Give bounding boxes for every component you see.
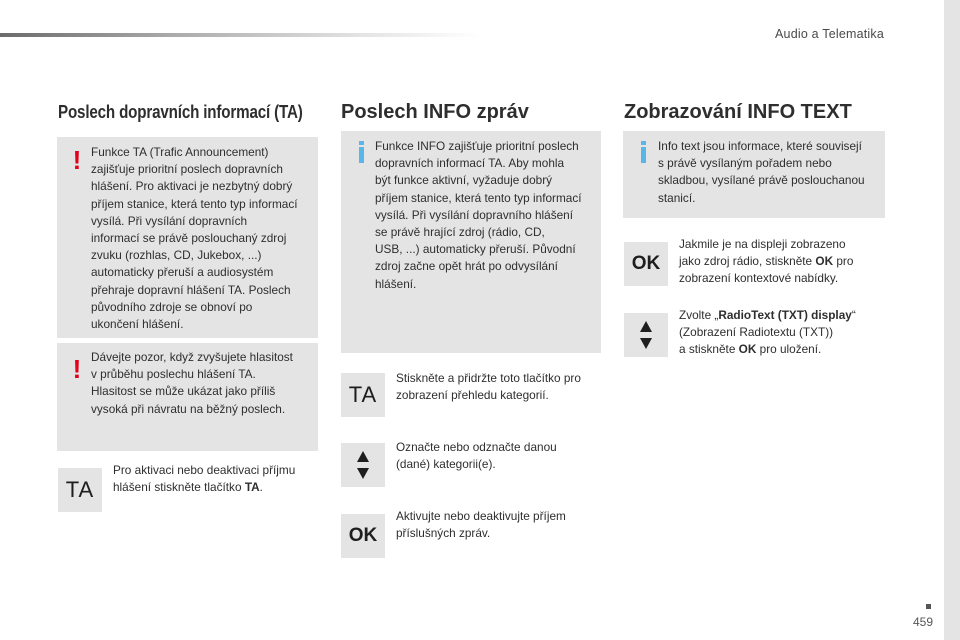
info-step-hold-ta: Stiskněte a přidržte toto tlačítko pro zobrazení přehledu kategorií. <box>396 371 581 402</box>
page-number: 459 <box>913 615 934 629</box>
info-note-text: Funkce INFO zajišťuje prioritní poslech dopravních informací TA. Aby mohla být funkce aktivní, vyžaduje dobrý příjem stanice, která tento typ informací vysílá. Při vysílání dopravního hlášení se právě hrající zdroj (rádio, CD, USB, ...) automaticky přeruší. Původní zdroj začne opět hrát po odvysílání hlášení. <box>375 139 582 291</box>
ok-key-icon: OK <box>341 514 385 558</box>
text-note-text: Info text jsou informace, které souvisejí s právě vysílaným pořadem nebo skladbou, vysílané právě poslouchanou stanicí. <box>658 139 865 205</box>
right-edge-bar <box>944 0 960 640</box>
header-gradient-bar <box>0 33 480 37</box>
ta-volume-warning-box <box>57 343 318 451</box>
text-step-select-display: Zvolte „RadioText (TXT) display“ (Zobrazení Radiotextu (TXT)) a stiskněte OK pro uložení. <box>679 308 856 356</box>
ta-warning-text: Funkce TA (Trafic Announcement) zajišťuje prioritní poslech dopravních hlášení. Pro aktivaci je nezbytný dobrý příjem stanice, která tento typ informací vysílá. Při vysílání dopravních informací se právě poslouchaný zdroj zvuku (rozhlas, CD, Jukebox, ...) automaticky přeruší a audiosystém přehraje dopravní hlášení TA. Poslech původního zdroje se obnoví po ukončení hlášení. <box>91 145 298 332</box>
info-icon <box>641 141 646 163</box>
ta-instruction: Pro aktivaci nebo deaktivaci příjmu hlášení stiskněte tlačítko TA. <box>113 463 296 494</box>
section-title: Audio a Telematika <box>775 27 884 41</box>
text-heading: Zobrazování INFO TEXT <box>624 101 852 123</box>
warning-exclamation-icon: ! <box>72 354 82 384</box>
text-step-open-menu: Jakmile je na displeji zobrazeno jako zdroj rádio, stiskněte OK pro zobrazení kontextové nabídky. <box>679 237 854 285</box>
ta-key-icon: TA <box>58 468 102 512</box>
info-note-box <box>341 131 601 353</box>
up-down-arrows-icon <box>624 313 668 357</box>
page-marker <box>926 604 931 609</box>
ok-key-icon: OK <box>624 242 668 286</box>
info-step-select-category: Označte nebo odznačte danou (dané) kategorii(e). <box>396 440 557 471</box>
info-icon <box>359 141 364 163</box>
up-down-arrows-icon <box>341 443 385 487</box>
warning-exclamation-icon: ! <box>72 145 82 175</box>
ta-volume-warning-text: Dávejte pozor, když zvyšujete hlasitost v průběhu poslechu hlášení TA. Hlasitost se může ukázat jako příliš vysoká při návratu na běžný poslech. <box>91 350 293 416</box>
text-note-box <box>623 131 885 218</box>
ta-warning-box <box>57 137 318 338</box>
info-heading: Poslech INFO zpráv <box>341 101 529 123</box>
info-step-activate: Aktivujte nebo deaktivujte příjem příslušných zpráv. <box>396 509 566 540</box>
ta-key-icon: TA <box>341 373 385 417</box>
ta-heading: Poslech dopravních informací (TA) <box>58 101 303 122</box>
